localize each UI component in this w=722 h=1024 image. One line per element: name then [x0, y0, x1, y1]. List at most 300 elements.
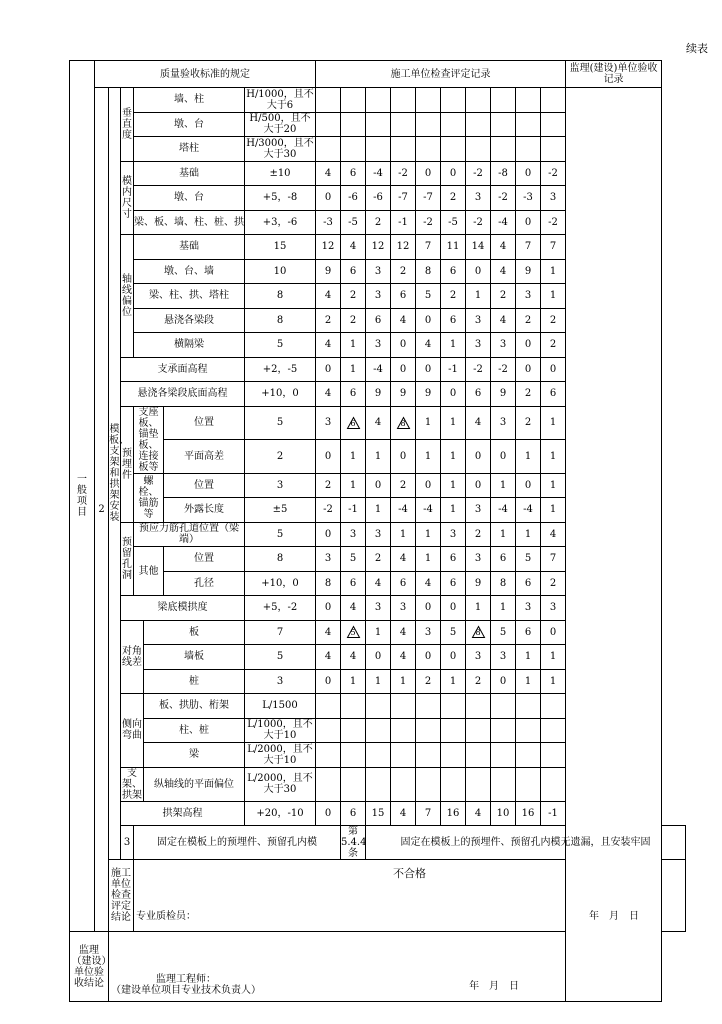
value-cell: 1	[441, 406, 466, 440]
value-cell: 1	[441, 440, 466, 474]
value-cell: 4	[491, 259, 516, 284]
conclusion-result: 不合格	[393, 867, 426, 880]
value-cell: 3	[366, 259, 391, 284]
value-cell	[341, 620, 366, 645]
value-cell: 3	[366, 333, 391, 358]
value-cell	[516, 743, 541, 768]
value-cell: 1	[541, 669, 566, 694]
sub-item-label: 位置	[164, 547, 245, 572]
sub-item-label: 位置	[164, 406, 245, 440]
value-cell: 1	[366, 669, 391, 694]
value-cell: 1	[341, 333, 366, 358]
value-cell: 0	[316, 801, 341, 826]
tolerance-cell: 5	[245, 645, 316, 670]
value-cell: 0	[541, 620, 566, 645]
value-cell: 10	[491, 801, 516, 826]
value-cell: 0	[316, 522, 341, 547]
value-cell	[441, 718, 466, 743]
value-cell: 1	[416, 522, 441, 547]
value-cell	[541, 767, 566, 801]
value-cell: 0	[466, 473, 491, 498]
value-cell: 0	[316, 186, 341, 211]
value-cell: 0	[516, 210, 541, 235]
value-cell: 4	[391, 645, 416, 670]
header-standard: 质量验收标准的规定	[95, 61, 316, 88]
value-cell: 1	[366, 620, 391, 645]
item-label: 梁、板、墙、柱、桩、拱	[134, 210, 245, 235]
triangle-mark-icon: 6	[347, 417, 360, 429]
value-cell	[341, 694, 366, 719]
value-cell: 12	[316, 235, 341, 260]
value-cell: 3	[466, 645, 491, 670]
value-cell	[391, 406, 416, 440]
value-cell	[541, 718, 566, 743]
value-cell	[366, 137, 391, 162]
tolerance-cell: 8	[245, 547, 316, 572]
value-cell	[466, 88, 491, 113]
value-cell: 5	[441, 620, 466, 645]
value-cell	[491, 743, 516, 768]
value-cell: 2	[391, 259, 416, 284]
value-cell: -2	[466, 357, 491, 382]
value-cell	[366, 718, 391, 743]
value-cell: 2	[391, 473, 416, 498]
triangle-mark-icon: 8	[472, 626, 485, 638]
value-cell	[366, 743, 391, 768]
sub-item-label: 位置	[164, 473, 245, 498]
item-label: 墩、台	[134, 186, 245, 211]
value-cell	[516, 718, 541, 743]
duct-label: 预应力筋孔道位置（梁端）	[134, 522, 245, 547]
value-cell	[341, 406, 366, 440]
value-cell: 4	[366, 571, 391, 596]
value-cell: 2	[516, 406, 541, 440]
value-cell	[391, 137, 416, 162]
verticality-label: 垂直度	[121, 88, 134, 162]
item-number: 3	[121, 826, 134, 860]
value-cell: 9	[466, 571, 491, 596]
value-cell: -2	[541, 210, 566, 235]
value-cell: 1	[491, 522, 516, 547]
value-cell: 2	[541, 571, 566, 596]
value-cell: -4	[366, 357, 391, 382]
value-cell	[466, 137, 491, 162]
value-cell: 3	[416, 620, 441, 645]
value-cell: 9	[516, 259, 541, 284]
tolerance-cell: 第5.4.4条	[341, 826, 367, 859]
value-cell	[491, 112, 516, 137]
bolt-label: 螺栓、锚筋等	[134, 473, 164, 522]
value-cell	[416, 718, 441, 743]
tolerance-cell: +10，0	[245, 571, 316, 596]
value-cell: 9	[316, 259, 341, 284]
item-label: 塔柱	[134, 137, 245, 162]
value-cell: -2	[316, 498, 341, 523]
tolerance-cell: ±10	[245, 161, 316, 186]
acceptance-label: 监理（建设）单位验收结论	[70, 932, 109, 1002]
value-cell	[391, 767, 416, 801]
value-cell: 4	[366, 406, 391, 440]
other-label: 其他	[134, 547, 164, 596]
value-cell: -8	[491, 161, 516, 186]
engineer-note: （建设单位项目专业技术负责人）	[111, 985, 261, 996]
tolerance-cell: 7	[245, 620, 316, 645]
value-cell: 0	[316, 440, 341, 474]
tolerance-cell: 2	[245, 440, 316, 474]
value-cell: 5	[416, 284, 441, 309]
value-cell	[491, 694, 516, 719]
value-cell: 6	[341, 571, 366, 596]
value-cell: 4	[316, 333, 341, 358]
value-cell: 0	[366, 473, 391, 498]
value-cell: 3	[366, 284, 391, 309]
value-cell: 3	[391, 596, 416, 621]
acceptance-date: 年 月 日	[469, 981, 520, 992]
value-cell: 0	[441, 161, 466, 186]
tolerance-cell: 8	[245, 284, 316, 309]
support-label: 支架、拱架	[122, 767, 142, 801]
value-cell: 4	[316, 645, 341, 670]
value-cell: 0	[391, 440, 416, 474]
value-cell: 4	[416, 333, 441, 358]
value-cell	[491, 718, 516, 743]
value-cell: 4	[466, 406, 491, 440]
value-cell: 12	[391, 235, 416, 260]
item-label: 基础	[134, 235, 245, 260]
diagonal-label: 对角线差	[121, 620, 144, 694]
value-cell: 0	[441, 382, 466, 407]
value-cell: 1	[416, 406, 441, 440]
value-cell: 6	[441, 571, 466, 596]
value-cell: -4	[416, 498, 441, 523]
tolerance-cell: H/1000，且不大于6	[246, 88, 314, 111]
value-cell	[391, 112, 416, 137]
value-cell	[391, 718, 416, 743]
value-cell	[441, 137, 466, 162]
value-cell: 4	[316, 284, 341, 309]
value-cell: 2	[366, 210, 391, 235]
tolerance-cell: L/2000，且不大于30	[245, 767, 316, 801]
value-cell: 0	[466, 259, 491, 284]
value-cell: 3	[516, 596, 541, 621]
value-cell	[516, 694, 541, 719]
value-cell	[341, 137, 366, 162]
embedded-label: 预埋件	[121, 406, 134, 522]
value-cell: 9	[416, 382, 441, 407]
value-cell: 1	[391, 669, 416, 694]
tolerance-cell: ±5	[245, 498, 316, 523]
value-cell: 11	[441, 235, 466, 260]
value-cell: 1	[466, 284, 491, 309]
value-cell: -1	[541, 801, 566, 826]
value-cell: 3	[491, 645, 516, 670]
value-cell: 16	[516, 801, 541, 826]
value-cell: 1	[491, 473, 516, 498]
item-label: 梁底模拱度	[121, 596, 245, 621]
tolerance-cell: 5	[245, 333, 316, 358]
value-cell	[316, 718, 341, 743]
value-cell	[391, 694, 416, 719]
value-cell: 1	[516, 522, 541, 547]
value-cell: 2	[541, 308, 566, 333]
value-cell: 2	[466, 669, 491, 694]
lateral-label: 侧向弯曲	[121, 694, 144, 768]
value-cell: 0	[416, 308, 441, 333]
value-cell: 5	[341, 547, 366, 572]
value-cell: 1	[416, 440, 441, 474]
value-cell: 3	[441, 522, 466, 547]
table-row	[70, 61, 686, 88]
value-cell: 0	[366, 645, 391, 670]
value-cell: -4	[491, 498, 516, 523]
continued-label: 续表	[686, 42, 708, 55]
value-cell: 2	[516, 308, 541, 333]
value-cell	[366, 767, 391, 801]
value-cell	[466, 718, 491, 743]
value-cell	[416, 112, 441, 137]
value-cell: 0	[491, 440, 516, 474]
item-label: 柱、桩	[144, 718, 245, 743]
value-cell: 1	[341, 473, 366, 498]
item-label: 支承面高程	[121, 357, 245, 382]
table-row	[70, 860, 686, 932]
value-cell	[441, 767, 466, 801]
value-cell: 3	[366, 596, 391, 621]
engineer-title: 监理工程师：	[156, 974, 216, 985]
value-cell: 2	[341, 284, 366, 309]
value-cell: 1	[541, 498, 566, 523]
value-cell	[316, 137, 341, 162]
value-cell: 2	[316, 308, 341, 333]
value-cell: 6	[466, 382, 491, 407]
value-cell: 3	[466, 308, 491, 333]
engineer-label	[111, 974, 261, 996]
value-cell: -6	[366, 186, 391, 211]
value-cell: 6	[441, 259, 466, 284]
value-cell: 12	[366, 235, 391, 260]
value-cell: 7	[416, 801, 441, 826]
value-cell	[541, 112, 566, 137]
value-cell: 2	[466, 522, 491, 547]
value-cell	[416, 137, 441, 162]
item-label: 桩	[144, 669, 245, 694]
value-cell	[541, 743, 566, 768]
value-cell	[416, 767, 441, 801]
value-cell: 7	[416, 235, 441, 260]
value-cell: 4	[341, 235, 366, 260]
value-cell	[466, 112, 491, 137]
value-cell: 6	[341, 382, 366, 407]
value-cell: -4	[366, 161, 391, 186]
value-cell: 9	[491, 382, 516, 407]
value-cell: 4	[316, 620, 341, 645]
value-cell: 0	[316, 669, 341, 694]
holes-label: 预留孔洞	[121, 522, 134, 596]
value-cell: 1	[441, 333, 466, 358]
value-cell	[316, 743, 341, 768]
value-cell: 6	[516, 571, 541, 596]
sub-item-label: 平面高差	[164, 440, 245, 474]
value-cell	[341, 112, 366, 137]
value-cell	[316, 767, 341, 801]
value-cell	[366, 88, 391, 113]
sub-item-label: 孔径	[164, 571, 245, 596]
value-cell: 1	[541, 645, 566, 670]
value-cell: 4	[391, 308, 416, 333]
value-cell: 1	[541, 259, 566, 284]
tolerance-cell: +3，-6	[245, 210, 316, 235]
tolerance-cell: 8	[245, 308, 316, 333]
header-supervision: 监理(建设)单位验收记录	[566, 61, 662, 88]
value-cell	[516, 88, 541, 113]
tolerance-cell: L/2000，且不大于10	[245, 743, 316, 768]
value-cell	[466, 694, 491, 719]
value-cell: -2	[391, 161, 416, 186]
general-items-label: 一般项目	[70, 61, 95, 932]
item-label: 梁、柱、拱、塔柱	[134, 284, 245, 309]
value-cell	[441, 88, 466, 113]
value-cell: 0	[416, 596, 441, 621]
value-cell: 6	[391, 284, 416, 309]
value-cell: 4	[341, 645, 366, 670]
item-label: 板	[144, 620, 245, 645]
group-label: 模板、支架和拱架安装	[109, 88, 121, 860]
plate-label: 支座板、锚垫板、连接板等	[134, 406, 164, 473]
value-cell	[441, 743, 466, 768]
value-cell	[466, 620, 491, 645]
value-cell: 0	[516, 161, 541, 186]
value-cell: 3	[366, 522, 391, 547]
value-cell	[341, 88, 366, 113]
value-cell: 2	[516, 382, 541, 407]
value-cell: 4	[541, 522, 566, 547]
value-cell: 3	[516, 284, 541, 309]
inner-size-label: 模内尺寸	[121, 161, 134, 235]
value-cell	[341, 767, 366, 801]
value-cell: -3	[516, 186, 541, 211]
value-cell: -4	[516, 498, 541, 523]
value-cell	[366, 112, 391, 137]
value-cell: 1	[441, 669, 466, 694]
value-cell	[466, 767, 491, 801]
value-cell: 0	[441, 645, 466, 670]
value-cell: 1	[366, 498, 391, 523]
value-cell	[516, 137, 541, 162]
value-cell: -4	[391, 498, 416, 523]
value-cell: 1	[441, 473, 466, 498]
value-cell: 0	[541, 357, 566, 382]
tolerance-cell: L/1000，且不大于10	[245, 718, 316, 743]
value-cell: 0	[416, 473, 441, 498]
value-cell: -7	[416, 186, 441, 211]
value-cell: 2	[316, 473, 341, 498]
item-label: 墩、台	[134, 112, 245, 137]
value-cell: 6	[491, 547, 516, 572]
value-cell: 1	[516, 440, 541, 474]
tolerance-cell: 5	[245, 406, 316, 440]
value-cell: 1	[491, 596, 516, 621]
value-cell: 6	[441, 308, 466, 333]
value-cell: 5	[491, 620, 516, 645]
value-cell: 16	[441, 801, 466, 826]
value-cell: 1	[541, 406, 566, 440]
value-cell: 0	[516, 333, 541, 358]
value-cell	[441, 694, 466, 719]
value-cell: 9	[366, 382, 391, 407]
value-cell: 6	[341, 801, 366, 826]
value-cell: 0	[391, 333, 416, 358]
value-cell: 0	[516, 473, 541, 498]
value-cell: 6	[441, 547, 466, 572]
value-cell: 1	[441, 498, 466, 523]
value-cell	[491, 137, 516, 162]
value-cell: 6	[341, 161, 366, 186]
value-cell: -1	[391, 210, 416, 235]
value-cell	[541, 88, 566, 113]
value-cell: -2	[541, 161, 566, 186]
tolerance-cell: +5，-8	[245, 186, 316, 211]
value-cell: 1	[341, 440, 366, 474]
value-cell: 2	[491, 284, 516, 309]
value-cell	[316, 88, 341, 113]
value-cell: 1	[541, 473, 566, 498]
value-cell: -5	[441, 210, 466, 235]
value-cell: -2	[491, 186, 516, 211]
value-cell: 4	[391, 620, 416, 645]
group-number: 2	[95, 88, 109, 932]
value-cell: 4	[316, 382, 341, 407]
value-cell: 4	[391, 801, 416, 826]
item-label: 墙板	[144, 645, 245, 670]
value-cell: 6	[516, 620, 541, 645]
value-cell: 3	[466, 498, 491, 523]
header-record: 施工单位检查评定记录	[316, 61, 566, 88]
tolerance-cell: 3	[245, 669, 316, 694]
value-cell: 2	[366, 547, 391, 572]
tolerance-cell: L/1500	[245, 694, 316, 719]
item-label: 基础	[134, 161, 245, 186]
value-cell: 7	[516, 235, 541, 260]
value-cell: 3	[316, 547, 341, 572]
value-cell	[391, 743, 416, 768]
value-cell	[316, 694, 341, 719]
value-cell: -2	[416, 210, 441, 235]
value-cell: 0	[416, 645, 441, 670]
value-cell: -2	[466, 161, 491, 186]
value-cell	[366, 694, 391, 719]
value-cell: 1	[541, 440, 566, 474]
conclusion-label: 施工单位检查评定结论	[109, 860, 134, 932]
value-cell: -1	[441, 357, 466, 382]
value-cell: 8	[416, 259, 441, 284]
value-cell: 1	[341, 669, 366, 694]
value-cell: 1	[466, 596, 491, 621]
value-cell	[541, 694, 566, 719]
value-cell: 4	[316, 161, 341, 186]
value-cell: 0	[491, 669, 516, 694]
value-cell: 6	[541, 382, 566, 407]
value-cell	[416, 694, 441, 719]
item-label: 固定在模板上的预埋件、预留孔内模	[134, 826, 341, 860]
value-cell: 4	[466, 801, 491, 826]
conclusion-date: 年 月 日	[589, 911, 639, 922]
value-cell: -3	[316, 210, 341, 235]
triangle-mark-icon: 5	[347, 626, 360, 638]
value-cell	[391, 88, 416, 113]
tolerance-cell: 15	[245, 235, 316, 260]
value-cell: -6	[341, 186, 366, 211]
value-cell: 0	[516, 357, 541, 382]
